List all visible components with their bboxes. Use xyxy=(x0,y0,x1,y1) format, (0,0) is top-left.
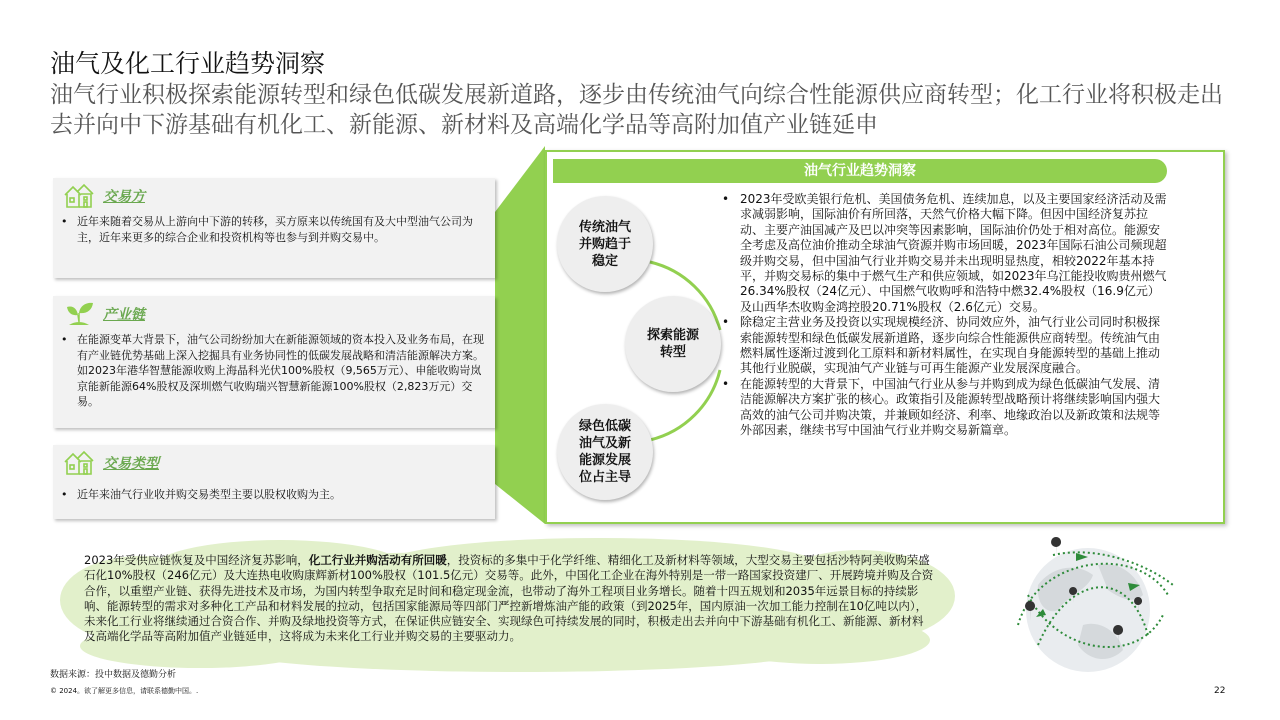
copyright: © 2024。欲了解更多信息，请联系德勤中国。. xyxy=(50,687,199,695)
card-text-trade-type: • 近年来油气行业收并购交易类型主要以股权收购为主。 xyxy=(61,488,341,501)
card-text-trading-party: • 近年来随着交易从上游向中下游的转移，买方原来以传统国有及大中型油气公司为主，近年来更多的综合企业和投资机构等也参与到并购交易中。 xyxy=(61,215,473,244)
trend-bullet: • 除稳定主营业务及投资以实现规模经济、协同效应外，油气行业公司同时积极探索能源转型和绿色低碳发展新道路，逐步向综合性能源供应商转型。传统油气由燃料属性逐渐过渡到化工原料和新材料属性，在实现自身能源转型的基础上推动其他行业脱碳，实现油气产业链与可再生能源产业发展深度融合。 xyxy=(722,315,1161,376)
page-title: 油气及化工行业趋势洞察 xyxy=(50,49,326,78)
data-source: 数据来源：投中数据及德勤分析 xyxy=(50,670,177,680)
trend-bullets xyxy=(720,192,1170,439)
trend-bullet: • 在能源转型的大背景下，中国油气行业从参与并购到成为绿色低碳油气发展、清洁能源解决方案扩张的核心。政策指引及能源转型战略预计将继续影响国内强大高效的油气公司并购决策，并兼顾如经济、利率、地缘政治以及新政策和法规等外部因素，继续书写中国油气行业并购交易新篇章。 xyxy=(722,376,1161,438)
card-label-industry-chain: 产业链 xyxy=(103,307,145,323)
card-label-trading-party: 交易方 xyxy=(103,189,145,205)
trend-panel-header: 油气行业趋势洞察 xyxy=(553,159,1167,183)
page-number: 22 xyxy=(1214,686,1226,696)
trend-bullet: • 2023年受欧美银行危机、美国债务危机、连续加息，以及主要国家经济活动及需求减弱影响，国际油价有所回落，天然气价格大幅下降。但因中国经济复苏拉动、主要产油国减产及巴以冲突等因素影响，国际油价仍处于相对高位。能源安全考虑及高位油价推动全球油气资源并购市场回暖，2023年国际石油公司频现超级并购交易，但中国油气行业并购交易并未出现明显热度，相较2022年基本持平，并购交易标的集中于燃气生产和供应领域，如2023年乌江能投收购贵州燃气26.34%股权（24亿元）、中国燃气收购呼和浩特中燃32.4%股权（16.9亿元）及山西华杰收购金鸿控股20.71%股权（2.6亿元）交易。 xyxy=(722,192,1167,314)
card-text-industry-chain: • 在能源变革大背景下，油气公司纷纷加大在新能源领域的资本投入及业务布局，在现有产业链优势基础上深入挖掘具有业务协同性的低碳发展战略和清洁能源解决方案。如2023年港华智慧能源收购上海晶科光伏100%股权（9,565万元）、申能收购岢岚京能新能源64%股权及深圳燃气收购瑞兴智慧新能源100%股权（2,823万元）交易。 xyxy=(61,333,484,408)
card-label-trade-type: 交易类型 xyxy=(103,456,159,472)
circle-traditional-ma: 传统油气并购趋于稳定 xyxy=(557,196,653,292)
circle-green-lowcarbon: 绿色低碳油气及新能源发展位占主导 xyxy=(557,404,653,500)
globe-network-icon xyxy=(998,535,1188,675)
page-subtitle: 油气行业积极探索能源转型和绿色低碳发展新道路，逐步由传统油气向综合性能源供应商转型；化工行业将积极走出去并向中下游基础有机化工、新能源、新材料及高端化学品等高附加值产业链延申 xyxy=(50,82,1223,138)
chemical-industry-summary: 2023年受供应链恢复及中国经济复苏影响，化工行业并购活动有所回暖，投资标的多集中于化学纤维、精细化工及新材料等领域，大型交易主要包括沙特阿美收购荣盛石化10%股权（246亿元）及大连热电收购康辉新材100%股权（101.5亿元）交易等。此外，中国化工企业在海外特别是一带一路国家投资建厂、开展跨境并购及合资合作，以重塑产业链、获得先进技术及市场，为国内转型争取充足时间和稳定现金流，也带动了海外工程项目业务增长。随着十四五规划和2035年远景目标的持续影响、能源转型的需求对多种化工产品和材料发展的拉动，包括国家能源局等四部门严控新增炼油产能的政策（到2025年，国内原油一次加工能力控制在10亿吨以内），未来化工行业将继续通过合资合作、并购及绿地投资等方式，在保证供应链安全、实现绿色可持续发展的同时，积极走出去并向中下游基础有机化工、新能源、新材料及高端化学品等高附加值产业链延申，这将成为未来化工行业并购交易的主要驱动力。 xyxy=(84,553,934,644)
circle-energy-transition: 探索能源转型 xyxy=(625,296,721,392)
